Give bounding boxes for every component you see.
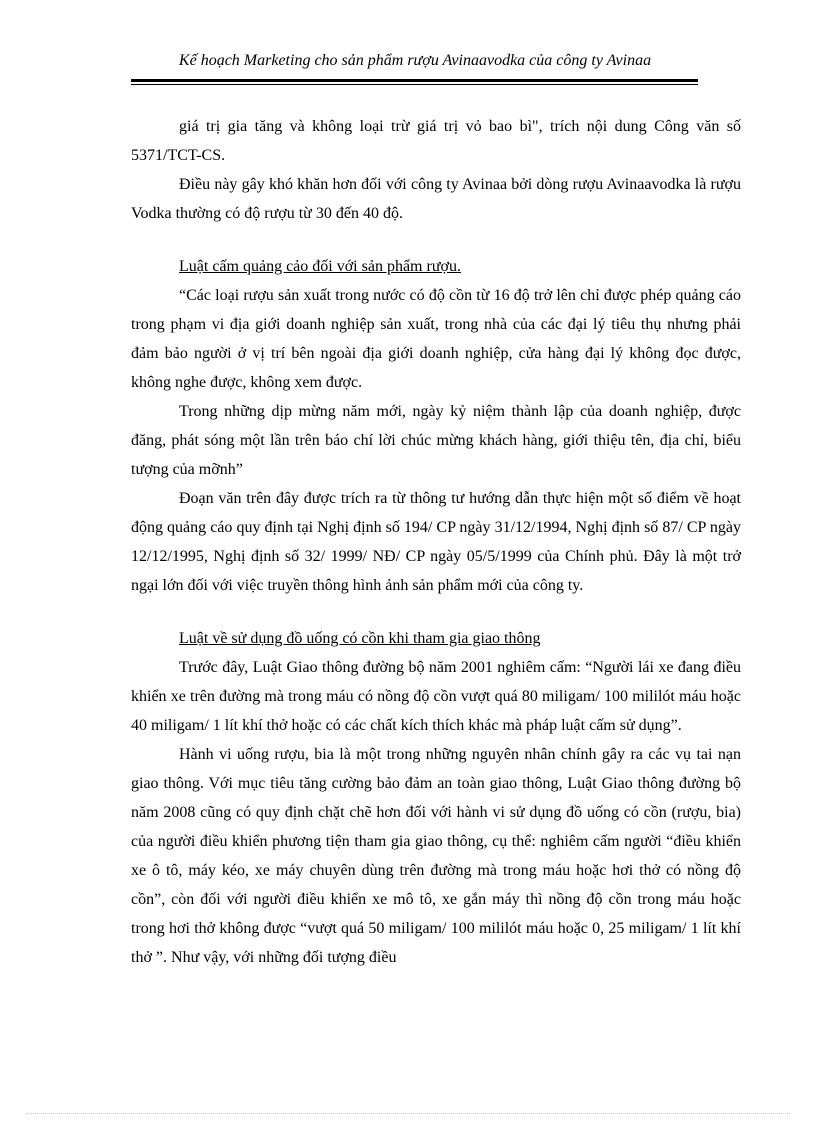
paragraph-traffic-law-2008: Hành vi uống rượu, bia là một trong những nguyên nhân chính gây ra các vụ tai nạn giao thông. Với mục tiêu tăng cường bảo đảm an toàn giao thông, Luật Giao thông đường bộ năm 2008 cũng có quy định chặt chẽ hơn đối với hành vi sử dụng đồ uống có cồn (rượu, bia) của người điều khiển phương tiện tham gia giao thông, cụ thể: nghiêm cấm người “điều khiển xe ô tô, máy kéo, xe máy chuyên dùng trên đường mà trong máu hoặc hơi thở có nồng độ cồn”, còn đối với người điều khiển xe mô tô, xe gắn máy thì nồng độ cồn trong máu hoặc trong hơi thở không được “vượt quá 50 miligam/ 100 mililót máu hoặc 0, 25 miligam/ 1 lít khí thở ”. Như vậy, với những đối tượng điều [131, 746, 741, 966]
paragraph-vat-continuation: giá trị gia tăng và không loại trừ giá trị vỏ bao bì", trích nội dung Công văn số 5371/TCT-CS. [131, 118, 741, 164]
paragraph-advertising-quote: “Các loại rượu sản xuất trong nước có độ cồn từ 16 độ trở lên chỉ được phép quảng cáo trong phạm vi địa giới doanh nghiệp sản xuất, trong nhà của các đại lý tiêu thụ nhưng phải đảm bảo người ở vị trí bên ngoài địa giới doanh nghiệp, cửa hàng đại lý không đọc được, không nghe được, không xem được. [131, 287, 741, 391]
paragraph-vodka-difficulty: Điều này gây khó khăn hơn đối với công ty Avinaa bởi dòng rượu Avinaavodka là rượu Vodka thường có độ rượu từ 30 đến 40 độ. [131, 176, 741, 222]
paragraph-new-year-greetings: Trong những dịp mừng năm mới, ngày kỷ niệm thành lập của doanh nghiệp, được đăng, phát sóng một lần trên báo chí lời chúc mừng khách hàng, giới thiệu tên, địa chỉ, biểu tượng của mỡnh” [131, 403, 741, 478]
header-rule-thin [131, 84, 698, 85]
document-body [131, 112, 741, 972]
header-rule-thick [131, 79, 698, 82]
page-header-title: Kế hoạch Marketing cho sản phẩm rượu Avinaavodka của công ty Avinaa [178, 52, 652, 69]
page-bottom-border [26, 1113, 790, 1114]
paragraph-decree-reference: Đoạn văn trên đây được trích ra từ thông tư hướng dẫn thực hiện một số điểm về hoạt động quảng cáo quy định tại Nghị định số 194/ CP ngày 31/12/1994, Nghị định số 87/ CP ngày 12/12/1995, Nghị định số 32/ 1999/ NĐ/ CP ngày 05/5/1999 của Chính phủ. Đây là một trở ngại lớn đối với việc truyền thông hình ảnh sản phẩm mới của công ty. [131, 490, 741, 594]
section-gap [131, 600, 741, 624]
section-gap [131, 228, 741, 252]
heading-traffic-alcohol-law: Luật về sử dụng đồ uống có cồn khi tham gia giao thông [179, 630, 541, 647]
paragraph-traffic-law-2001: Trước đây, Luật Giao thông đường bộ năm 2001 nghiêm cấm: “Người lái xe đang điều khiển xe trên đường mà trong máu có nồng độ cồn vượt quá 80 miligam/ 100 mililót máu hoặc 40 miligam/ 1 lít khí thở hoặc có các chất kích thích khác mà pháp luật cấm sử dụng”. [131, 659, 741, 734]
heading-advertising-ban: Luật cấm quảng cảo đối với sản phẩm rượu. [179, 258, 461, 275]
